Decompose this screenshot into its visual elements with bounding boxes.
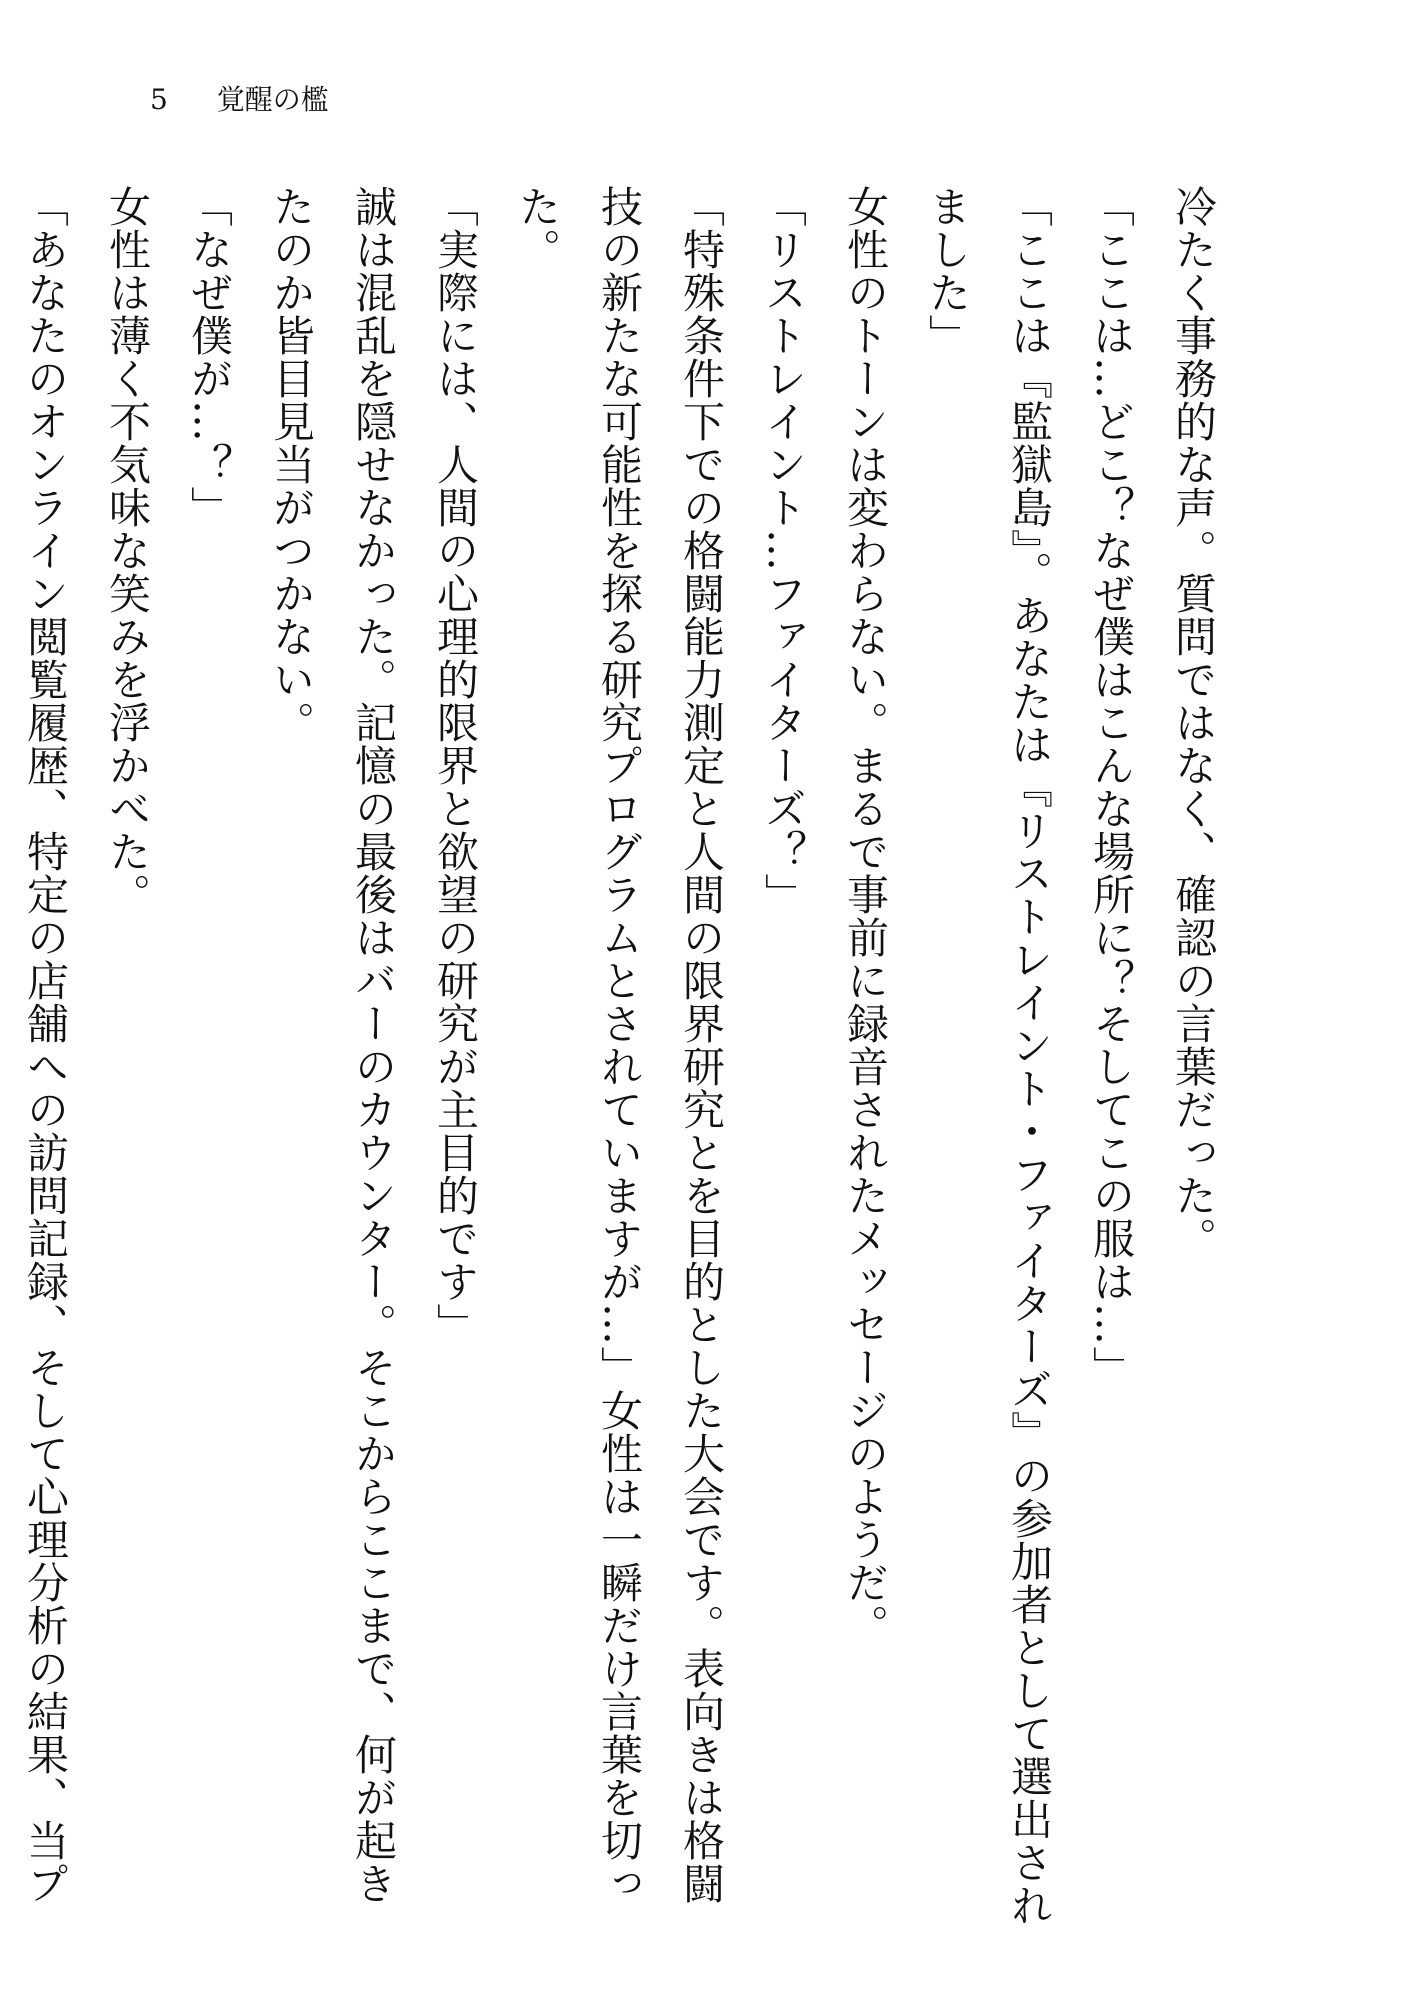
- paragraph: 「ここは『監獄島』。あなたは『リストレイント・ファイターズ』の参加者として選出されました」: [923, 185, 1054, 1927]
- paragraph: 女性のトーンは変わらない。まるで事前に録音されたメッセージのようだ。: [841, 185, 890, 1647]
- paragraph: 女性は薄く不気味な笑みを浮かべた。: [103, 185, 152, 916]
- paragraph: 冷たく事務的な声。質問ではなく、確認の言葉だった。: [1169, 185, 1218, 1260]
- body-text: [0, 185, 1234, 1930]
- book-title: 覚醒の檻: [216, 83, 329, 116]
- paragraph: 誠は混乱を隠せなかった。記憶の最後はバーのカウンター。そこからここまで、何が起きたのか皆目見当がつかない。: [267, 185, 398, 1905]
- paragraph: 「実際には、人間の心理的限界と欲望の研究が主目的です」: [431, 185, 480, 1346]
- paragraph: 「なぜ僕が…？」: [185, 185, 234, 529]
- page-number: 5: [150, 83, 168, 116]
- paragraph: 「リストレイント…ファイターズ？」: [759, 185, 808, 916]
- paragraph: 「特殊条件下での格闘能力測定と人間の限界研究とを目的とした大会です。表向きは格闘技の新たな可能性を探る研究プログラムとされていますが…」女性は一瞬だけ言葉を切った。: [513, 185, 726, 1905]
- paragraph: 「ここは…どこ？なぜ僕はこんな場所に？そしてこの服は…」: [1087, 185, 1136, 1389]
- paragraph: 「あなたのオンライン閲覧履歴、特定の店舗への訪問記録、そして心理分析の結果、当プ: [21, 185, 70, 1905]
- page-header: [150, 83, 329, 116]
